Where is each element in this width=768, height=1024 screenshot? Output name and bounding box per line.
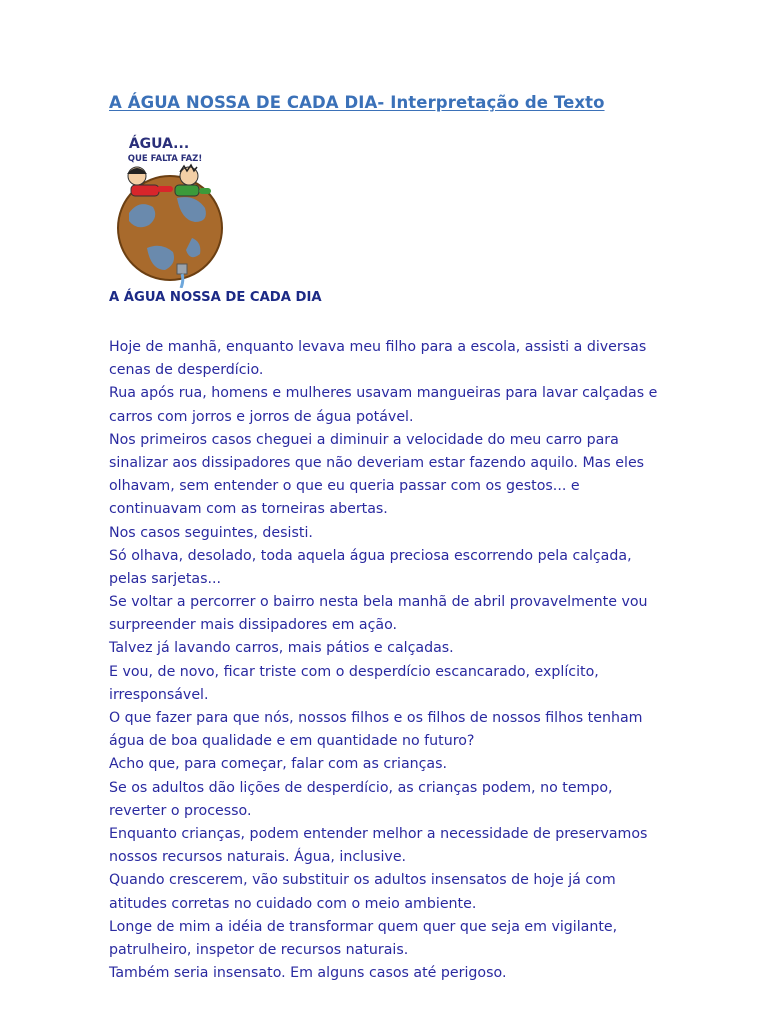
- body-line: carros com jorros e jorros de água potável.: [109, 408, 414, 425]
- body-line: Enquanto crianças, podem entender melhor a necessidade de preservamos: [109, 825, 648, 842]
- body-line: Nos primeiros casos cheguei a diminuir a velocidade do meu carro para: [109, 431, 619, 448]
- body-line: água de boa qualidade e em quantidade no futuro?: [109, 733, 475, 750]
- body-line: atitudes corretas no cuidado com o meio ambiente.: [109, 895, 477, 912]
- body-line: Se voltar a percorrer o bairro nesta bela manhã de abril provavelmente vou: [109, 594, 648, 611]
- body-line: olhavam, sem entender o que eu queria passar com os gestos... e: [109, 478, 580, 495]
- body-line: surpreender mais dissipadores em ação.: [109, 617, 398, 634]
- body-line: pelas sarjetas...: [109, 570, 222, 587]
- body-line: Quando crescerem, vão substituir os adultos insensatos de hoje já com: [109, 872, 616, 889]
- body-line: patrulheiro, inspetor de recursos naturais.: [109, 941, 409, 958]
- body-line: continuavam com as torneiras abertas.: [109, 501, 388, 518]
- body-line: Se os adultos dão lições de desperdício, as crianças podem, no tempo,: [109, 779, 613, 796]
- body-line: O que fazer para que nós, nossos filhos e os filhos de nossos filhos tenham: [109, 710, 643, 726]
- body-line: Também seria insensato. Em alguns casos até perigoso.: [109, 965, 507, 982]
- body-line: Só olhava, desolado, toda aquela água preciosa escorrendo pela calçada,: [109, 547, 632, 564]
- body-line: reverter o processo.: [109, 802, 252, 819]
- body-line: sinalizar aos dissipadores que não deveriam estar fazendo aquilo. Mas eles: [109, 454, 645, 471]
- body-line: Nos casos seguintes, desisti.: [109, 524, 313, 541]
- article-body: [109, 336, 749, 985]
- article-heading: A ÁGUA NOSSA DE CADA DIA: [109, 290, 322, 305]
- body-line: Hoje de manhã, enquanto levava meu filho para a escola, assisti a diversas: [109, 339, 647, 355]
- body-line: nossos recursos naturais. Água, inclusive.: [109, 849, 407, 866]
- body-line: irresponsável.: [109, 686, 209, 703]
- body-line: Talvez já lavando carros, mais pátios e calçadas.: [109, 640, 454, 657]
- body-line: Acho que, para começar, falar com as crianças.: [109, 756, 448, 773]
- image-caption-line2: QUE FALTA FAZ!: [127, 154, 203, 164]
- body-line: cenas de desperdício.: [109, 362, 264, 379]
- image-caption-line1: ÁGUA...: [128, 136, 190, 152]
- body-line: Longe de mim a idéia de transformar quem quer que seja em vigilante,: [109, 918, 618, 935]
- earth-with-children-icon: [107, 128, 227, 288]
- body-line: E vou, de novo, ficar triste com o desperdício escancarado, explícito,: [109, 663, 599, 680]
- body-line: Rua após rua, homens e mulheres usavam mangueiras para lavar calçadas e: [109, 385, 658, 402]
- article-title-link[interactable]: A ÁGUA NOSSA DE CADA DIA- Interpretação de Texto: [109, 93, 605, 112]
